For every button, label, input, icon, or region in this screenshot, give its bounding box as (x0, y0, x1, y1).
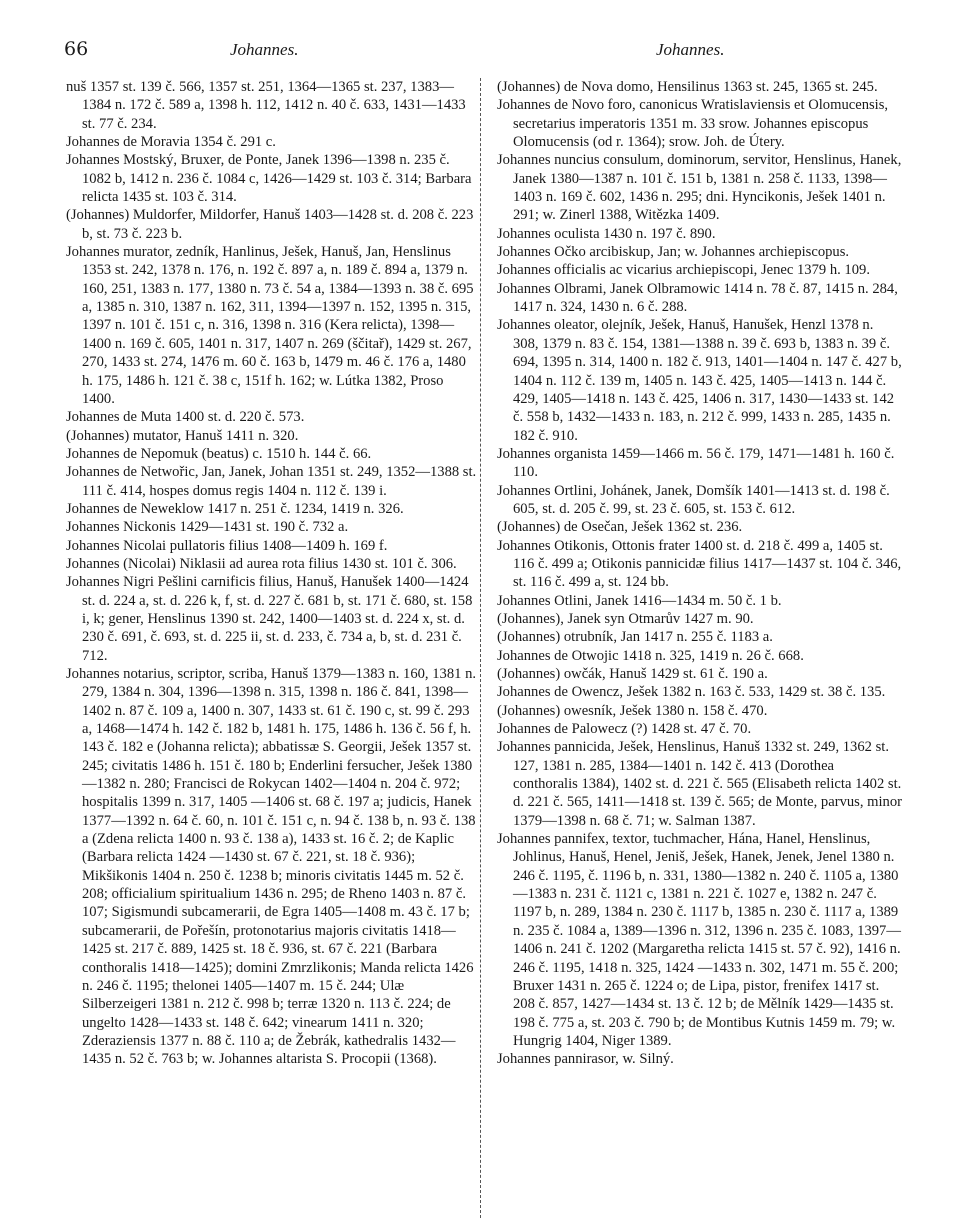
entry: (Johannes) otrubník, Jan 1417 n. 255 č. 1183 a. (497, 629, 773, 646)
entry: (Johannes) Muldorfer, Mildorfer, Hanuš 1403—1428 st. d. 208 č. 223 b, st. 73 č. 223 b. (66, 207, 474, 242)
entry: Johannes de Neweklow 1417 n. 251 č. 1234, 1419 n. 326. (66, 500, 404, 517)
page-number: 66 (64, 38, 89, 60)
entry: Johannes Nicolai pullatoris filius 1408—1409 h. 169 f. (66, 537, 388, 554)
entry: Johannes notarius, scriptor, scriba, Hanuš 1379—1383 n. 160, 1381 n. 279, 1384 n. 304, 1396—1398 n. 315, 1398 n. 186 č. 841, 1398—1402 n. 87 č. 109 a, 1400 n. 307, 1433 st. 61 č. 190 c, st. 99 č. 293 a, 1468—1474 h. 142 č. 182 b, 1481 h. 175, 1486 h. 136 č. 56 f, h. 143 č. 182 e (Johanna relicta); abbatissæ S. Georgii, Ješek 1357 st. 245; civitatis 1486 h. 151 č. 180 b; Enderlini fersucher, Ješek 1380—1382 n. 280; Francisci de Rokycan 1402—1404 n. 204 č. 972; hospitalis 1399 n. 317, 1405 —1406 st. 68 č. 197 a; judicis, Hanek 1377—1392 n. 64 č. 60, n. 101 č. 151 c, n. 94 č. 138 b, n. 93 č. 138 a (Zdena relicta 1400 n. 93 č. 138 a), 1433 st. 16 č. 2; de Kaplic (Barbara relicta 1424 —1430 st. 67 č. 221, st. 18 č. 936); Mikšikonis 1404 n. 250 č. 1238 b; minoris civitatis 1445 m. 52 č. 208; officialium spiritualium 1436 n. 295; de Rheno 1403 n. 87 č. 107; Sigismundi subcamerarii, de Egra 1405—1408 m. 43 č. 17 b; subcamerarii, de Pořešín, protonotarius majoris civitatis 1418—1425 st. 217 č. 889, 1425 st. 18 č. 936, st. 67 č. 221 (Barbara conthoralis 1418—1425); domini Zmrzlikonis; Manda relicta 1426 n. 246 č. 1195; thelonei 1405—1407 m. 15 č. 244; Ulæ Silberzeigeri 1381 n. 212 č. 998 b; terræ 1320 n. 113 č. 224; de ungelto 1428—1433 st. 148 č. 642; vinearum 1411 n. 320; Zderaziensis 1377 n. 88 č. 110 a; de Žebrák, kathedralis 1432—1435 n. 52 č. 763 b; w. Johannes altarista S. Procopii (1368). (66, 666, 477, 1068)
entry: Johannes de Nepomuk (beatus) c. 1510 h. 144 č. 66. (66, 445, 372, 462)
entry: Johannes (Nicolai) Niklasii ad aurea rota filius 1430 st. 101 č. 306. (66, 555, 457, 572)
entry: Johannes Olbrami, Janek Olbramowic 1414 n. 78 č. 87, 1415 n. 284, 1417 n. 324, 1430 n. 6 č. 288. (497, 280, 898, 316)
entry: Johannes de Owencz, Ješek 1382 n. 163 č. 533, 1429 st. 38 č. 135. (497, 684, 886, 701)
entry: Johannes de Otwojic 1418 n. 325, 1419 n. 26 č. 668. (497, 647, 804, 664)
entry: Johannes nuncius consulum, dominorum, servitor, Henslinus, Hanek, Janek 1380—1387 n. 101 č. 151 b, 1381 n. 258 č. 1133, 1398—1403 n. 169 č. 602, 1436 n. 295; dni. Hyncikonis, Ješek 1401 n. 291; w. Zinerl 1388, Witězka 1409. (497, 152, 902, 224)
entry: Johannes Nigri Pešlini carnificis filius, Hanuš, Hanušek 1400—1424 st. d. 224 a, st. d. 226 k, f, st. d. 227 č. 681 b, st. 171 č. 680, st. 158 i, k; gener, Henslinus 1390 st. 242, 1400—1403 st. d. 224 x, st. d. 230 č. 691, č. 693, st. d. 225 ii, st. d. 233, č. 734 a, b, st. d. 231 č. 712. (66, 574, 473, 664)
entry: Johannes de Muta 1400 st. d. 220 č. 573. (66, 409, 305, 426)
right-column (497, 78, 902, 1069)
entry: Johannes murator, zedník, Hanlinus, Ješek, Hanuš, Jan, Henslinus 1353 st. 242, 1378 n. 176, n. 192 č. 897 a, n. 189 č. 894 a, 1379 n. 160, 251, 1383 n. 177, 1380 n. 73 č. 54 a, 1384—1393 n. 38 č. 695 a, 1385 n. 310, 1387 n. 162, 311, 1394—1397 n. 152, 1395 n. 315, 1397 n. 101 č. 151 c, n. 316, 1398 n. 316 (Kera relicta), 1398—1400 n. 169 č. 605, 1401 n. 317, 1407 n. 269 (ščitař), 1429 st. 267, 270, 1433 st. 274, 1476 m. 60 č. 163 b, 1479 m. 46 č. 176 a, 1480 h. 175, 1486 h. 121 č. 38 c, 151f h. 162; w. Lútka 1382, Proso 1400. (66, 244, 474, 407)
entry: Johannes de Palowecz (?) 1428 st. 47 č. 70. (497, 721, 752, 738)
running-title-left: Johannes. (230, 40, 299, 59)
entry: (Johannes), Janek syn Otmarův 1427 m. 90. (497, 610, 754, 627)
entry: Johannes Otikonis, Ottonis frater 1400 st. d. 218 č. 499 a, 1405 st. 116 č. 499 a; Otikonis pannicidæ filius 1417—1437 st. 104 č. 346, st. 116 č. 499 a, st. 124 bb. (497, 537, 902, 591)
left-column (66, 78, 479, 1069)
entry: Johannes de Netwořic, Jan, Janek, Johan 1351 st. 249, 1352—1388 st. 111 č. 414, hospes domus regis 1404 n. 112 č. 139 i. (66, 464, 477, 499)
entry: Johannes de Novo foro, canonicus Wratislaviensis et Olomucensis, secretarius imperatoris 1351 m. 33 srow. Johannes episcopus Olomucensis (od r. 1364); srow. Joh. de Útery. (497, 97, 889, 151)
entry: Johannes pannicida, Ješek, Henslinus, Hanuš 1332 st. 249, 1362 st. 127, 1381 n. 285, 1384—1401 n. 142 č. 413 (Dorothea conthoralis 1384), 1402 st. d. 221 č. 565 (Elisabeth relicta 1402 st. d. 221 č. 565, 1411—1418 st. 139 č. 565; de Monte, parvus, minor 1379—1398 n. 68 č. 71; w. Salman 1387. (497, 739, 902, 829)
entry: Johannes oculista 1430 n. 197 č. 890. (497, 225, 716, 242)
entry: (Johannes) de Nova domo, Hensilinus 1363 st. 245, 1365 st. 245. (497, 79, 878, 95)
entry: Johannes oleator, olejník, Ješek, Hanuš, Hanušek, Henzl 1378 n. 308, 1379 n. 83 č. 154, 1381—1388 n. 39 č. 693 b, 1383 n. 39 č. 694, 1395 n. 314, 1400 n. 182 č. 913, 1401—1404 n. 147 č. 427 b, 1404 n. 112 č. 139 m, 1405 n. 143 č. 425, 1405—1413 n. 144 č. 429, 1405—1418 n. 143 č. 425, 1406 n. 317, 1430—1433 st. 142 č. 558 b, 1432—1433 n. 183, n. 212 č. 999, 1433 n. 285, 1435 n. 182 č. 910. (497, 317, 902, 444)
column-divider (480, 78, 481, 1218)
entry: Johannes de Moravia 1354 č. 291 c. (66, 134, 276, 151)
entry: Johannes Mostský, Bruxer, de Ponte, Janek 1396—1398 n. 235 č. 1082 b, 1412 n. 236 č. 1084 c, 1426—1429 st. 103 č. 314; Barbara relicta 1435 st. 103 č. 314. (66, 152, 472, 206)
entry: Johannes pannirasor, w. Silný. (497, 1051, 674, 1068)
entry: Johannes pannifex, textor, tuchmacher, Hána, Hanel, Henslinus, Johlinus, Hanuš, Henel, Jeniš, Ješek, Hanek, Jenek, Jenel 1380 n. 246 č. 1195, č. 1196 b, n. 331, 1380—1382 n. 240 č. 1105 a, 1380—1383 n. 231 č. 1121 c, 1381 n. 221 č. 1027 e, 1382 n. 247 č. 1197 b, n. 289, 1384 n. 230 č. 1117 b, 1385 n. 230 č. 1117 a, 1389 n. 235 č. 1084 a, 1389—1396 n. 312, 1396 n. 235 č. 1083, 1397—1406 n. 241 č. 1202 (Margaretha relicta 1415 st. 57 č. 92), 1416 n. 246 č. 1195, 1418 n. 325, 1424 —1433 n. 302, 1471 m. 55 č. 200; Bruxer 1431 n. 265 č. 1224 o; de Lipa, pistor, frenifex 1417 st. 208 č. 857, 1427—1434 st. 13 č. 12 b; de Mělník 1429—1435 st. 198 č. 775 a, st. 203 č. 790 b; de Montibus Kutnis 1459 m. 79; w. Hungrig 1404, Niger 1389. (497, 831, 901, 1049)
entry: Johannes Nickonis 1429—1431 st. 190 č. 732 a. (66, 519, 349, 536)
entry: Johannes Otlini, Janek 1416—1434 m. 50 č. 1 b. (497, 592, 782, 609)
entry: (Johannes) de Osečan, Ješek 1362 st. 236. (497, 519, 743, 536)
entry: Johannes organista 1459—1466 m. 56 č. 179, 1471—1481 h. 160 č. 110. (497, 445, 895, 481)
entry: Johannes Ortlini, Johánek, Janek, Domšík 1401—1413 st. d. 198 č. 605, st. d. 205 č. 99, st. 23 č. 605, st. 153 č. 612. (497, 482, 890, 517)
running-title-right: Johannes. (656, 40, 725, 59)
entry: Johannes officialis ac vicarius archiepiscopi, Jenec 1379 h. 109. (497, 262, 870, 279)
entry: (Johannes) mutator, Hanuš 1411 n. 320. (66, 427, 299, 444)
entry: nuš 1357 st. 139 č. 566, 1357 st. 251, 1364—1365 st. 237, 1383—1384 n. 172 č. 589 a, 1398 h. 112, 1412 n. 40 č. 633, 1431—1433 st. 77 č. 234. (66, 79, 466, 132)
page-header (64, 38, 904, 66)
entry: (Johannes) owčák, Hanuš 1429 st. 61 č. 190 a. (497, 666, 768, 682)
entry: (Johannes) owesník, Ješek 1380 n. 158 č. 470. (497, 702, 768, 719)
entry: Johannes Očko arcibiskup, Jan; w. Johannes archiepiscopus. (497, 244, 850, 261)
